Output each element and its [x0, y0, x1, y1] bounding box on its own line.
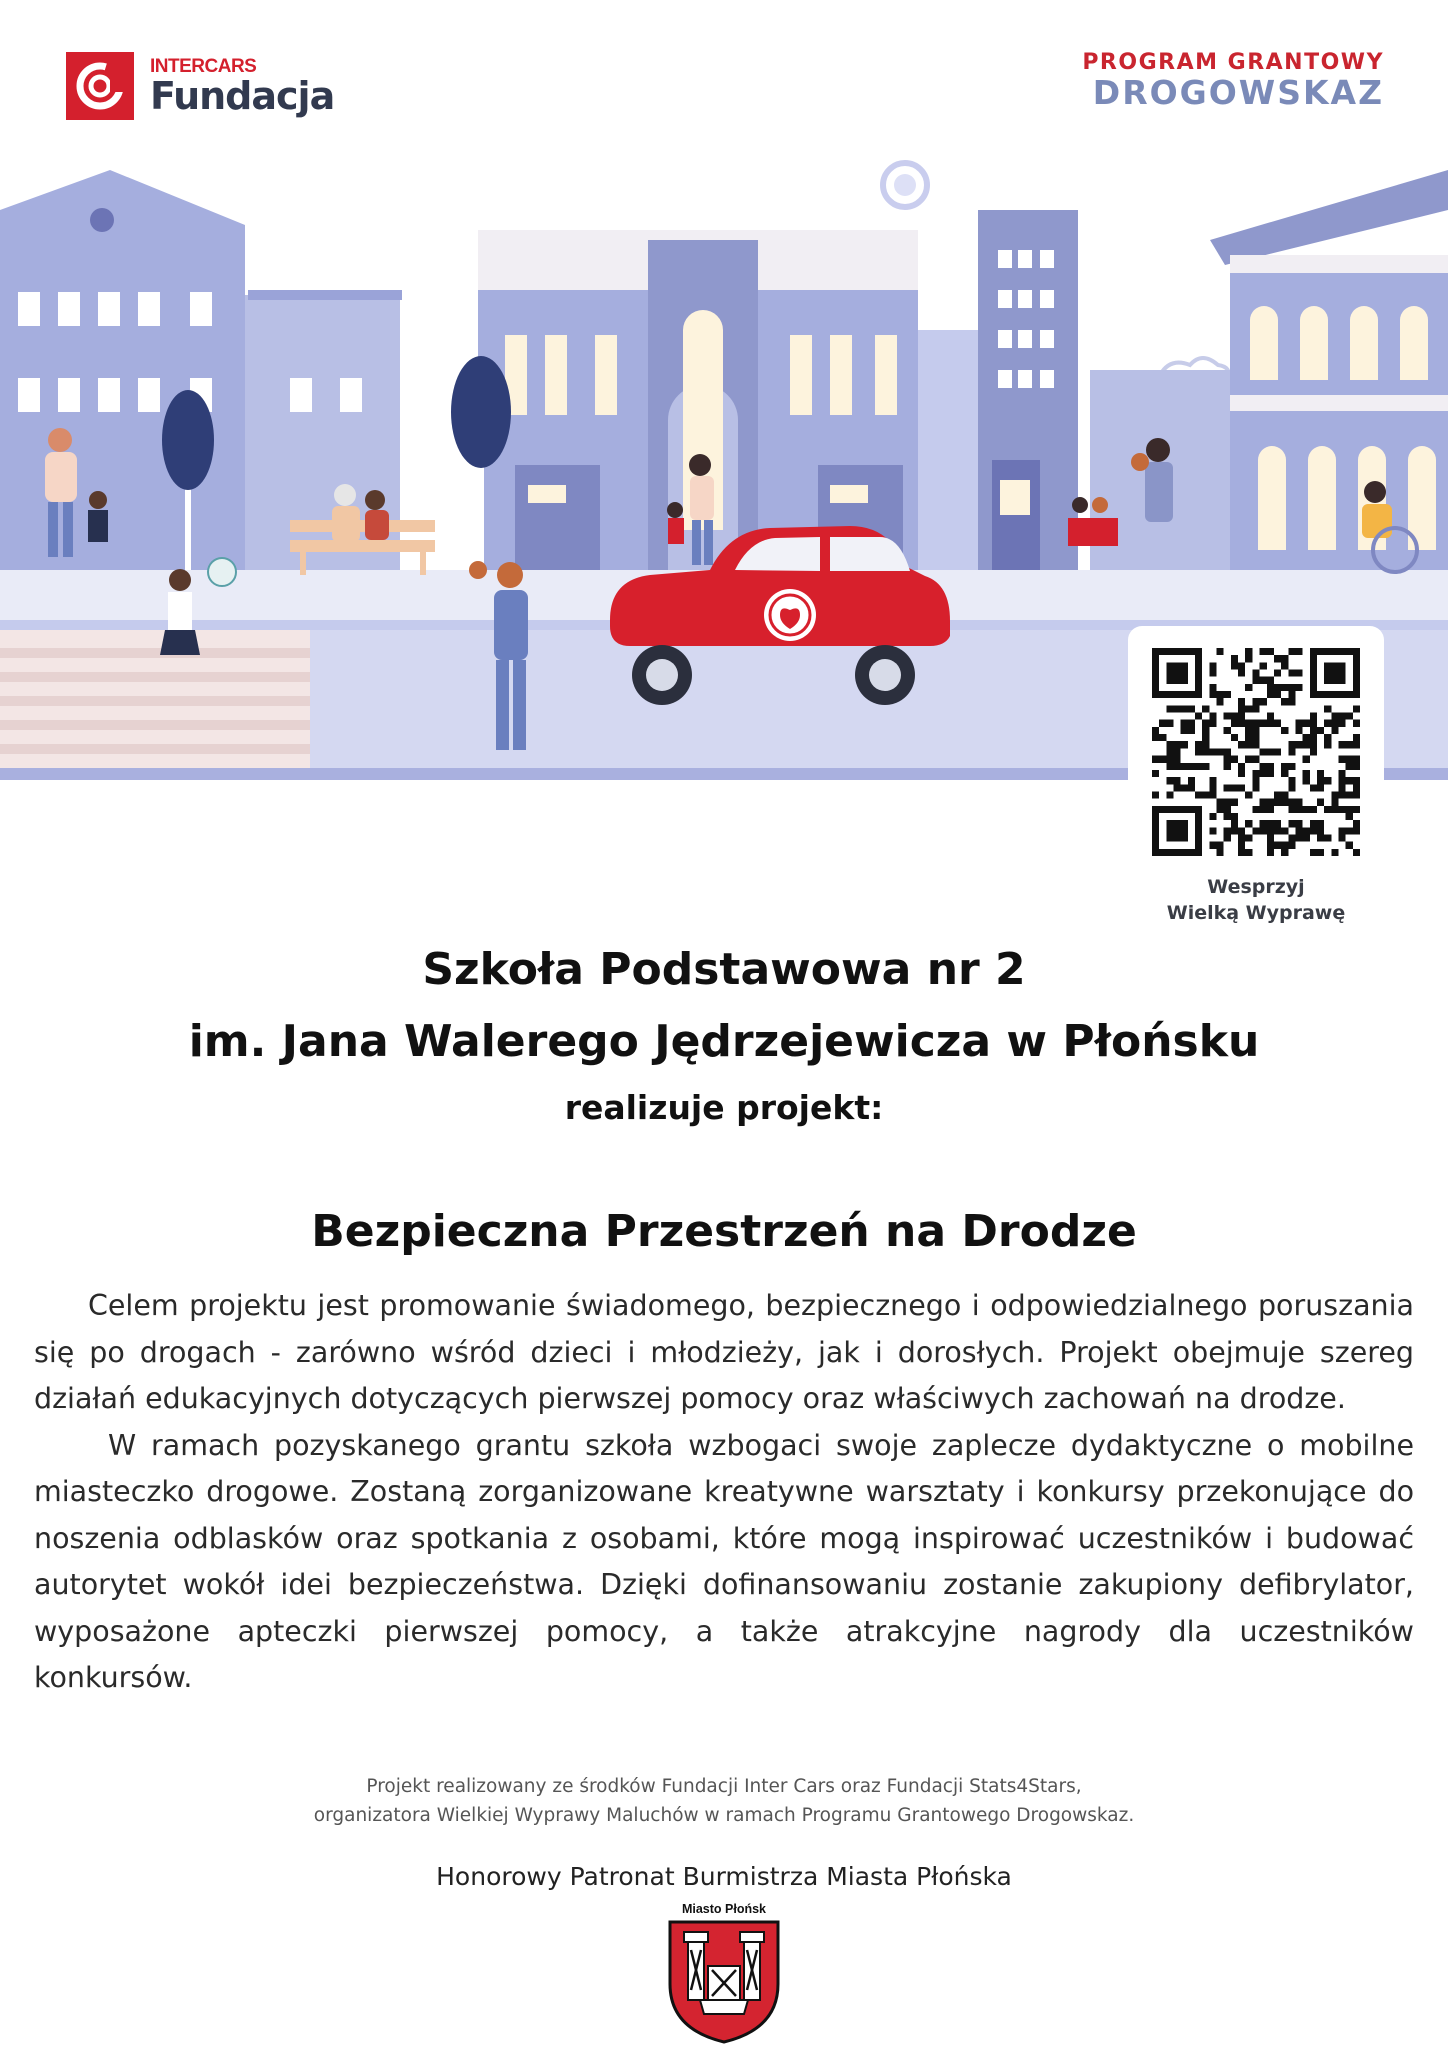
school-name-line1: Szkoła Podstawowa nr 2	[422, 944, 1026, 995]
funding-note	[0, 1772, 1448, 1830]
program-label: PROGRAM GRANTOWY	[1082, 50, 1384, 75]
project-description	[34, 1283, 1414, 1702]
logo-brand-text: INTERCARS	[150, 56, 257, 77]
city-coat-of-arms-icon	[664, 1918, 784, 2044]
qr-code-card	[1128, 626, 1384, 866]
qr-caption	[1128, 874, 1384, 926]
qr-caption-line1: Wesprzyj	[1207, 876, 1305, 898]
realizes-project-label: realizuje projekt:	[564, 1088, 884, 1127]
program-logo	[1082, 50, 1384, 112]
qr-code-icon[interactable]	[1152, 648, 1360, 856]
crest-label: Miasto Płońsk	[681, 1902, 767, 1916]
funding-note-line2: organizatora Wielkiej Wyprawy Maluchów w ramach Programu Grantowego Drogowskaz.	[313, 1805, 1135, 1826]
program-name: DROGOWSKAZ	[1092, 73, 1384, 112]
intercars-fundacja-logo	[66, 52, 366, 122]
description-paragraph-2: W ramach pozyskanego grantu szkoła wzbogaci swoje zaplecze dydaktyczne o mobilne miasteczko drogowe. Zostaną zorganizowane kreatywne warsztaty i konkursy przekonujące do noszenia odblasków oraz spotkania z osobami, które mogą inspirować uczestników i budować autorytet wokół idei bezpieczeństwa. Dzięki dofinansowaniu zostanie zakupiony defibrylator, wyposażone apteczki pierwszej pomocy, a także atrakcyjne nagrody dla uczestników konkursów.	[34, 1428, 1414, 1694]
intercars-logo-icon	[66, 52, 134, 120]
honorary-patronage: Honorowy Patronat Burmistrza Miasta Płońska	[436, 1862, 1012, 1891]
school-name-line2: im. Jana Walerego Jędrzejewicza w Płońsku	[188, 1016, 1260, 1067]
qr-caption-line2: Wielką Wyprawę	[1166, 902, 1346, 924]
funding-note-line1: Projekt realizowany ze środków Fundacji Inter Cars oraz Fundacji Stats4Stars,	[366, 1776, 1082, 1797]
description-paragraph-1: Celem projektu jest promowanie świadomego, bezpiecznego i odpowiedzialnego poruszania się po drogach - zarówno wśród dzieci i młodzieży, jak i dorosłych. Projekt obejmuje szereg działań edukacyjnych dotyczących pierwszej pomocy oraz właściwych zachowań na drodze.	[34, 1289, 1414, 1415]
logo-name-text: Fundacja	[150, 74, 335, 118]
project-title: Bezpieczna Przestrzeń na Drodze	[311, 1206, 1137, 1257]
